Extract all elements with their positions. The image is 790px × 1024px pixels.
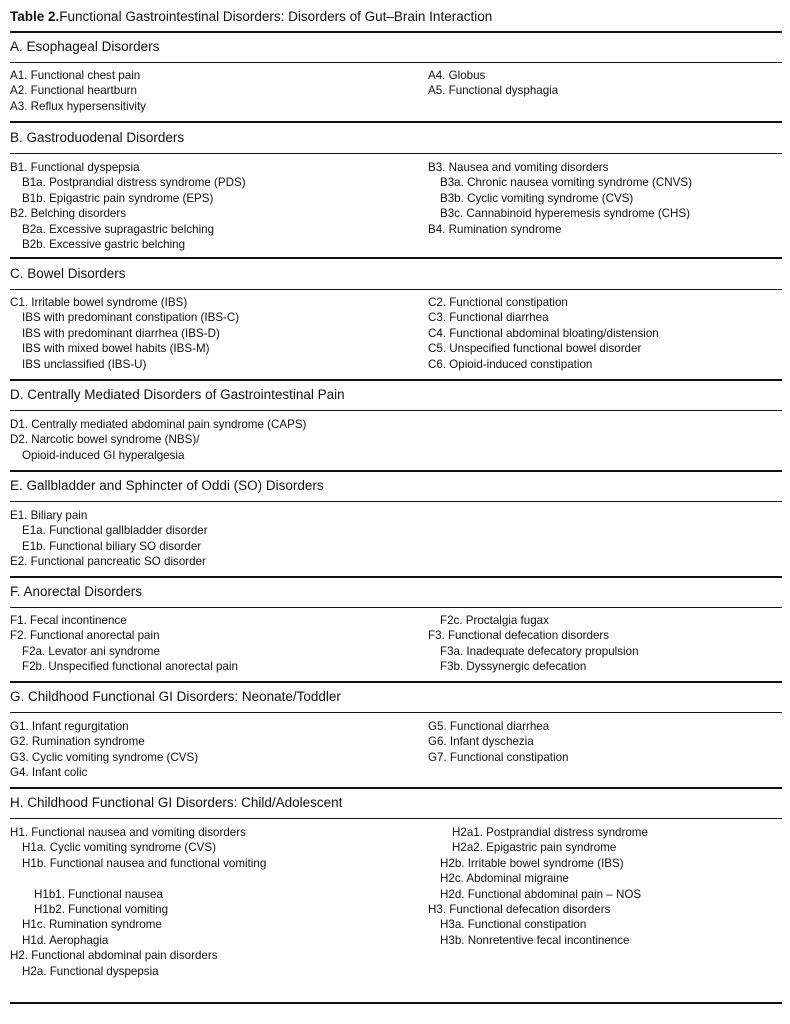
- section-divider-g: [10, 712, 782, 713]
- section-h-right: [428, 825, 648, 948]
- list-item: F2b. Unspecified functional anorectal pain: [22, 660, 238, 674]
- list-item: H1a. Cyclic vomiting syndrome (CVS): [22, 841, 216, 855]
- list-item: H3a. Functional constipation: [440, 918, 587, 932]
- list-item: H1c. Rumination syndrome: [22, 918, 162, 932]
- section-divider-e: [10, 501, 782, 502]
- section-f-left: [10, 613, 238, 675]
- spacer: [10, 871, 266, 886]
- section-rule-b: [10, 257, 782, 259]
- list-item: H1b1. Functional nausea: [34, 887, 163, 901]
- section-c-left: [10, 295, 239, 372]
- section-rule-e: [10, 576, 782, 578]
- list-item: C3. Functional diarrhea: [428, 311, 549, 325]
- section-title-e: E. Gallbladder and Sphincter of Oddi (SO) Disorders: [10, 478, 324, 493]
- list-item: H1. Functional nausea and vomiting disorders: [10, 826, 246, 839]
- list-item: G3. Cyclic vomiting syndrome (CVS): [10, 750, 199, 764]
- list-item: F2c. Proctalgia fugax: [440, 614, 549, 627]
- list-item: B3a. Chronic nausea vomiting syndrome (CNVS): [440, 176, 692, 190]
- list-item: H2. Functional abdominal pain disorders: [10, 949, 218, 963]
- list-item: IBS unclassified (IBS-U): [22, 357, 147, 371]
- section-divider-c: [10, 289, 782, 290]
- list-item: IBS with predominant constipation (IBS-C): [22, 311, 240, 325]
- section-title-c: C. Bowel Disorders: [10, 266, 126, 281]
- section-divider-b: [10, 153, 782, 154]
- bottom-rule: [10, 1002, 782, 1004]
- list-item: A3. Reflux hypersensitivity: [10, 99, 146, 113]
- list-item: B1b. Epigastric pain syndrome (EPS): [22, 191, 214, 205]
- list-item: F2a. Levator ani syndrome: [22, 644, 160, 658]
- list-item: B1. Functional dyspepsia: [10, 161, 140, 174]
- list-item: G4. Infant colic: [10, 766, 88, 780]
- section-title-d: D. Centrally Mediated Disorders of Gastrointestinal Pain: [10, 387, 345, 402]
- list-item: B2a. Excessive supragastric belching: [22, 222, 215, 236]
- section-b-left: [10, 160, 246, 252]
- list-item: C2. Functional constipation: [428, 296, 568, 309]
- list-item: B2b. Excessive gastric belching: [22, 237, 186, 251]
- table-label: Table 2.: [10, 9, 60, 24]
- list-item: E1b. Functional biliary SO disorder: [22, 539, 202, 553]
- list-item: Opioid-induced GI hyperalgesia: [22, 448, 185, 462]
- list-item: D2. Narcotic bowel syndrome (NBS)/: [10, 433, 200, 447]
- list-item: H2c. Abdominal migraine: [440, 872, 569, 886]
- list-item: F3b. Dyssynergic defecation: [440, 660, 587, 674]
- list-item: B2. Belching disorders: [10, 207, 126, 221]
- list-item: F3. Functional defecation disorders: [428, 629, 610, 643]
- section-divider-a: [10, 62, 782, 63]
- list-item: B4. Rumination syndrome: [428, 222, 562, 236]
- section-a-right: [428, 68, 558, 99]
- list-item: E2. Functional pancreatic SO disorder: [10, 555, 206, 569]
- list-item: IBS with predominant diarrhea (IBS-D): [22, 326, 220, 340]
- section-divider-h: [10, 818, 782, 819]
- list-item: H1d. Aerophagia: [22, 933, 109, 947]
- section-title-h: H. Childhood Functional GI Disorders: Child/Adolescent: [10, 795, 343, 810]
- list-item: F2. Functional anorectal pain: [10, 629, 160, 643]
- list-item: F3a. Inadequate defecatory propulsion: [440, 644, 639, 658]
- section-title-b: B. Gastroduodenal Disorders: [10, 130, 185, 145]
- list-item: H1b2. Functional vomiting: [34, 902, 169, 916]
- list-item: B3c. Cannabinoid hyperemesis syndrome (CHS): [440, 207, 691, 221]
- list-item: C6. Opioid-induced constipation: [428, 357, 593, 371]
- list-item: H2a. Functional dyspepsia: [22, 964, 159, 978]
- top-rule: [10, 31, 782, 33]
- list-item: A2. Functional heartburn: [10, 84, 137, 98]
- list-item: H3b. Nonretentive fecal incontinence: [440, 933, 630, 947]
- list-item: H3. Functional defecation disorders: [428, 902, 611, 916]
- section-title-a: A. Esophageal Disorders: [10, 39, 160, 54]
- list-item: H2a1. Postprandial distress syndrome: [452, 826, 648, 839]
- list-item: G6. Infant dyschezia: [428, 735, 534, 749]
- list-item: G1. Infant regurgitation: [10, 720, 129, 733]
- section-rule-f: [10, 681, 782, 683]
- list-item: C5. Unspecified functional bowel disorder: [428, 342, 642, 356]
- list-item: G5. Functional diarrhea: [428, 720, 550, 733]
- list-item: H2a2. Epigastric pain syndrome: [452, 841, 617, 855]
- section-g-left: [10, 719, 198, 781]
- list-item: E1a. Functional gallbladder disorder: [22, 524, 208, 538]
- list-item: D1. Centrally mediated abdominal pain syndrome (CAPS): [10, 418, 307, 431]
- section-rule-d: [10, 470, 782, 472]
- list-item: B1a. Postprandial distress syndrome (PDS): [22, 176, 246, 190]
- list-item: G2. Rumination syndrome: [10, 735, 145, 749]
- list-item: H2d. Functional abdominal pain – NOS: [440, 887, 642, 901]
- section-title-f: F. Anorectal Disorders: [10, 584, 143, 599]
- list-item: IBS with mixed bowel habits (IBS-M): [22, 342, 210, 356]
- list-item: B3. Nausea and vomiting disorders: [428, 161, 609, 174]
- list-item: H2b. Irritable bowel syndrome (IBS): [440, 856, 624, 870]
- section-g-right: [428, 719, 569, 765]
- list-item: G7. Functional constipation: [428, 750, 569, 764]
- table-title: Functional Gastrointestinal Disorders: Disorders of Gut–Brain Interaction: [59, 9, 493, 24]
- section-divider-d: [10, 410, 782, 411]
- list-item: A4. Globus: [428, 69, 486, 82]
- section-d-left: [10, 417, 306, 463]
- table-caption: [10, 9, 492, 24]
- list-item: B3b. Cyclic vomiting syndrome (CVS): [440, 191, 634, 205]
- list-item: C1. Irritable bowel syndrome (IBS): [10, 296, 188, 309]
- section-rule-a: [10, 121, 782, 123]
- section-a-left: [10, 68, 146, 114]
- section-title-g: G. Childhood Functional GI Disorders: Neonate/Toddler: [10, 689, 341, 704]
- section-e-left: [10, 508, 208, 570]
- section-h-left: [10, 825, 266, 979]
- list-item: A1. Functional chest pain: [10, 69, 141, 82]
- list-item: F1. Fecal incontinence: [10, 614, 127, 627]
- section-divider-f: [10, 607, 782, 608]
- list-item: A5. Functional dysphagia: [428, 84, 559, 98]
- section-rule-c: [10, 379, 782, 381]
- list-item: H1b. Functional nausea and functional vomiting: [22, 856, 267, 870]
- section-rule-g: [10, 787, 782, 789]
- section-b-right: [428, 160, 692, 237]
- section-c-right: [428, 295, 659, 372]
- section-f-right: [428, 613, 639, 675]
- list-item: E1. Biliary pain: [10, 509, 88, 522]
- list-item: C4. Functional abdominal bloating/distension: [428, 326, 659, 340]
